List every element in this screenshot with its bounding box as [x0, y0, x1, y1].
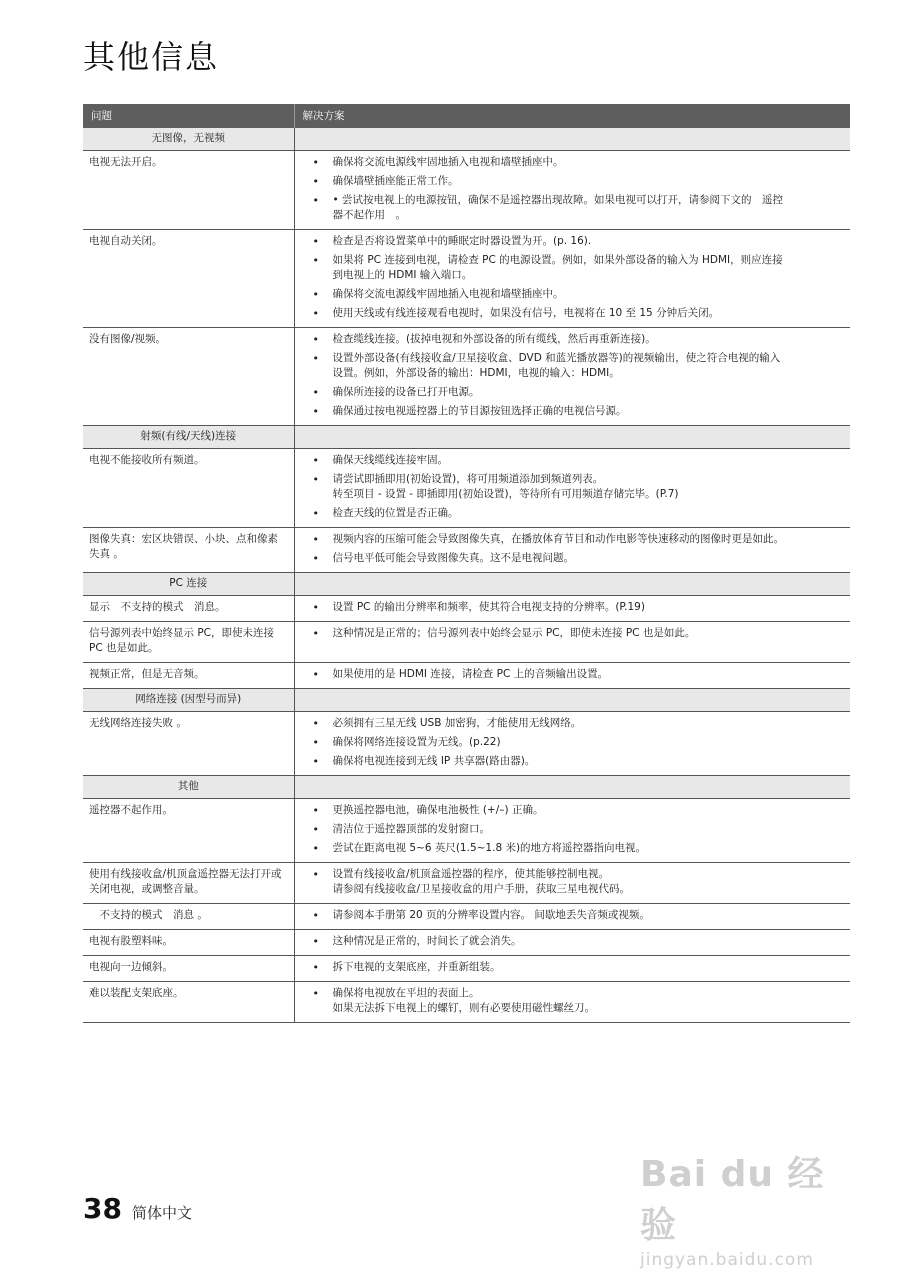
solution-item: [313, 155, 845, 170]
solution-text: • 使用天线或有线连接观看电视时，如果没有信号，电视将在 10 至 15 分钟后关闭。: [332, 307, 720, 319]
solution-item: [313, 960, 845, 975]
watermark-logo: Bai du 经验: [640, 1154, 825, 1246]
solution-text: • 这种情况是正常的；信号源列表中始终会显示 PC，即使未连接 PC 也是如此。: [332, 627, 696, 639]
solution-list: [301, 908, 845, 923]
problem-cell: 信号源列表中始终显示 PC，即使未连接 PC 也是如此。: [83, 622, 294, 663]
problem-cell: 电视自动关闭。: [83, 230, 294, 328]
solution-item: [313, 551, 845, 566]
solution-text: • • 尝试按电视上的电源按钮，确保不是遥控器出现故障。如果电视可以打开，请参阅下文的 遥控: [332, 194, 784, 206]
problem-cell: 电视不能接收所有频道。: [83, 449, 294, 528]
table-row: [83, 663, 850, 689]
solution-cell: [294, 596, 850, 622]
solution-text: • 视频内容的压缩可能会导致图像失真，在播放体育节目和动作电影等快速移动的图像时更是如此。: [332, 533, 784, 545]
solution-text: 设置。例如，外部设备的输出：HDMI，电视的输入：HDMI。: [332, 367, 620, 379]
solution-text: • 设置有线接收盒/机顶盒遥控器的程序，使其能够控制电视。: [332, 868, 610, 880]
solution-text: • 检查是否将设置菜单中的睡眠定时器设置为开。(p. 16).: [332, 235, 592, 247]
table-row: [83, 956, 850, 982]
table-body: [83, 128, 850, 1023]
table-row: [83, 863, 850, 904]
table-header-row: [83, 104, 850, 128]
solution-item: [313, 841, 845, 856]
solution-list: [301, 532, 845, 566]
section-blank-cell: [294, 689, 850, 712]
solution-text: • 检查天线的位置是否正确。: [332, 507, 459, 519]
solution-cell: [294, 230, 850, 328]
solution-list: [301, 867, 845, 897]
table-row: [83, 151, 850, 230]
problem-cell: 无线网络连接失败 。: [83, 712, 294, 776]
solution-text: • 检查缆线连接。(拔掉电视和外部设备的所有缆线，然后再重新连接)。: [332, 333, 656, 345]
solution-text: • 如果将 PC 连接到电视，请检查 PC 的电源设置。例如，如果外部设备的输入为 HDMI，则应连接: [332, 254, 783, 266]
solution-item: [313, 472, 845, 502]
solution-text: 请参阅有线接收盒/卫星接收盒的用户手册，获取三星电视代码。: [332, 883, 631, 895]
solution-item: [313, 667, 845, 682]
solution-cell: [294, 904, 850, 930]
section-header-row: [83, 689, 850, 712]
section-title: PC 连接: [83, 573, 294, 596]
table-row: [83, 799, 850, 863]
solution-cell: [294, 982, 850, 1023]
solution-text: • 确保通过按电视遥控器上的节目源按钮选择正确的电视信号源。: [332, 405, 627, 417]
table-row: [83, 712, 850, 776]
solution-item: [313, 803, 845, 818]
solution-text: • 必须拥有三星无线 USB 加密狗，才能使用无线网络。: [332, 717, 582, 729]
page-number: 38: [83, 1192, 122, 1225]
solution-list: [301, 934, 845, 949]
solution-cell: [294, 528, 850, 573]
solution-text: • 拆下电视的支架底座，并重新组装。: [332, 961, 501, 973]
solution-item: [313, 600, 845, 615]
solution-text: • 请参阅本手册第 20 页的分辨率设置内容。 间歇地丢失音频或视频。: [332, 909, 650, 921]
table-row: [83, 328, 850, 426]
solution-text: • 信号电平低可能会导致图像失真。这不是电视问题。: [332, 552, 574, 564]
section-title: 网络连接 (因型号而异): [83, 689, 294, 712]
watermark: [640, 1146, 840, 1270]
problem-cell: 电视无法开启。: [83, 151, 294, 230]
solution-cell: [294, 663, 850, 689]
solution-item: [313, 253, 845, 283]
section-title: 其他: [83, 776, 294, 799]
solution-text: • 确保将电视放在平坦的表面上。: [332, 987, 480, 999]
solution-text: • 确保所连接的设备已打开电源。: [332, 386, 480, 398]
table-row: [83, 230, 850, 328]
table-row: [83, 982, 850, 1023]
problem-cell: 不支持的模式 消息 。: [83, 904, 294, 930]
problem-cell: 显示 不支持的模式 消息。: [83, 596, 294, 622]
solution-item: [313, 626, 845, 641]
problem-cell: 没有图像/视频。: [83, 328, 294, 426]
section-header-row: [83, 128, 850, 151]
solution-cell: [294, 930, 850, 956]
page-title: 其他信息: [83, 38, 220, 76]
solution-text: • 尝试在距离电视 5~6 英尺(1.5~1.8 米)的地方将遥控器指向电视。: [332, 842, 647, 854]
solution-text: • 确保将交流电源线牢固地插入电视和墙壁插座中。: [332, 156, 564, 168]
solution-text: • 更换遥控器电池，确保电池极性 (+/–) 正确。: [332, 804, 544, 816]
solution-list: [301, 600, 845, 615]
solution-item: [313, 735, 845, 750]
solution-list: [301, 453, 845, 521]
solution-text: 器不起作用 。: [332, 209, 406, 221]
page-footer: [83, 1192, 192, 1225]
solution-cell: [294, 328, 850, 426]
solution-item: [313, 193, 845, 223]
problem-cell: 难以装配支架底座。: [83, 982, 294, 1023]
solution-cell: [294, 622, 850, 663]
solution-cell: [294, 712, 850, 776]
problem-cell: 视频正常，但是无音频。: [83, 663, 294, 689]
table-row: [83, 596, 850, 622]
problem-cell: 图像失真：宏区块错误、小块、点和像素失真 。: [83, 528, 294, 573]
solution-text: • 确保天线缆线连接牢固。: [332, 454, 448, 466]
solution-list: [301, 803, 845, 856]
solution-list: [301, 667, 845, 682]
page-language: 简体中文: [131, 1204, 192, 1222]
section-blank-cell: [294, 573, 850, 596]
solution-item: [313, 306, 845, 321]
section-blank-cell: [294, 128, 850, 151]
solution-text: • 如果使用的是 HDMI 连接，请检查 PC 上的音频输出设置。: [332, 668, 609, 680]
solution-item: [313, 351, 845, 381]
solution-text: • 确保将电视连接到无线 IP 共享器(路由器)。: [332, 755, 536, 767]
solution-text: • 确保将交流电源线牢固地插入电视和墙壁插座中。: [332, 288, 564, 300]
watermark-url: jingyan.baidu.com: [640, 1250, 814, 1270]
section-header-row: [83, 776, 850, 799]
section-title: 射频(有线/天线)连接: [83, 426, 294, 449]
solution-item: [313, 174, 845, 189]
solution-item: [313, 934, 845, 949]
solution-item: [313, 332, 845, 347]
problem-cell: 电视有股塑料味。: [83, 930, 294, 956]
solution-text: • 这种情况是正常的，时间长了就会消失。: [332, 935, 522, 947]
solution-list: [301, 155, 845, 223]
solution-column-header: 解决方案: [294, 104, 850, 128]
solution-text: 转至项目 - 设置 - 即插即用(初始设置)，等待所有可用频道存储完毕。(P.7): [332, 488, 679, 500]
solution-item: [313, 453, 845, 468]
solution-cell: [294, 956, 850, 982]
section-blank-cell: [294, 426, 850, 449]
solution-text: • 确保墙壁插座能正常工作。: [332, 175, 459, 187]
solution-list: [301, 716, 845, 769]
solution-text: • 清洁位于遥控器顶部的发射窗口。: [332, 823, 490, 835]
solution-item: [313, 867, 845, 897]
solution-item: [313, 404, 845, 419]
troubleshooting-table: [83, 104, 850, 1023]
solution-cell: [294, 863, 850, 904]
table-row: [83, 930, 850, 956]
solution-item: [313, 754, 845, 769]
section-header-row: [83, 426, 850, 449]
problem-cell: 电视向一边倾斜。: [83, 956, 294, 982]
table-row: [83, 528, 850, 573]
solution-item: [313, 385, 845, 400]
solution-item: [313, 822, 845, 837]
solution-text: 到电视上的 HDMI 输入端口。: [332, 269, 473, 281]
solution-item: [313, 506, 845, 521]
solution-list: [301, 960, 845, 975]
solution-cell: [294, 799, 850, 863]
solution-item: [313, 287, 845, 302]
section-blank-cell: [294, 776, 850, 799]
solution-item: [313, 716, 845, 731]
solution-item: [313, 908, 845, 923]
table-row: [83, 449, 850, 528]
solution-cell: [294, 151, 850, 230]
solution-text: • 确保将网络连接设置为无线。(p.22): [332, 736, 501, 748]
solution-item: [313, 532, 845, 547]
solution-list: [301, 234, 845, 321]
solution-item: [313, 986, 845, 1016]
solution-item: [313, 234, 845, 249]
table-row: [83, 622, 850, 663]
solution-text: • 请尝试即插即用(初始设置)，将可用频道添加到频道列表。: [332, 473, 604, 485]
solution-text: 如果无法拆下电视上的螺钉，则有必要使用磁性螺丝刀。: [332, 1002, 595, 1014]
solution-list: [301, 626, 845, 641]
section-header-row: [83, 573, 850, 596]
problem-column-header: 问题: [83, 104, 294, 128]
solution-list: [301, 986, 845, 1016]
section-title: 无图像，无视频: [83, 128, 294, 151]
solution-cell: [294, 449, 850, 528]
table-row: [83, 904, 850, 930]
solution-text: • 设置外部设备(有线接收盒/卫星接收盒、DVD 和蓝光播放器等)的视频输出，使之符合电视的输入: [332, 352, 781, 364]
problem-cell: 遥控器不起作用。: [83, 799, 294, 863]
solution-text: • 设置 PC 的输出分辨率和频率，使其符合电视支持的分辨率。(P.19): [332, 601, 645, 613]
problem-cell: 使用有线接收盒/机顶盒遥控器无法打开或关闭电视，或调整音量。: [83, 863, 294, 904]
solution-list: [301, 332, 845, 419]
